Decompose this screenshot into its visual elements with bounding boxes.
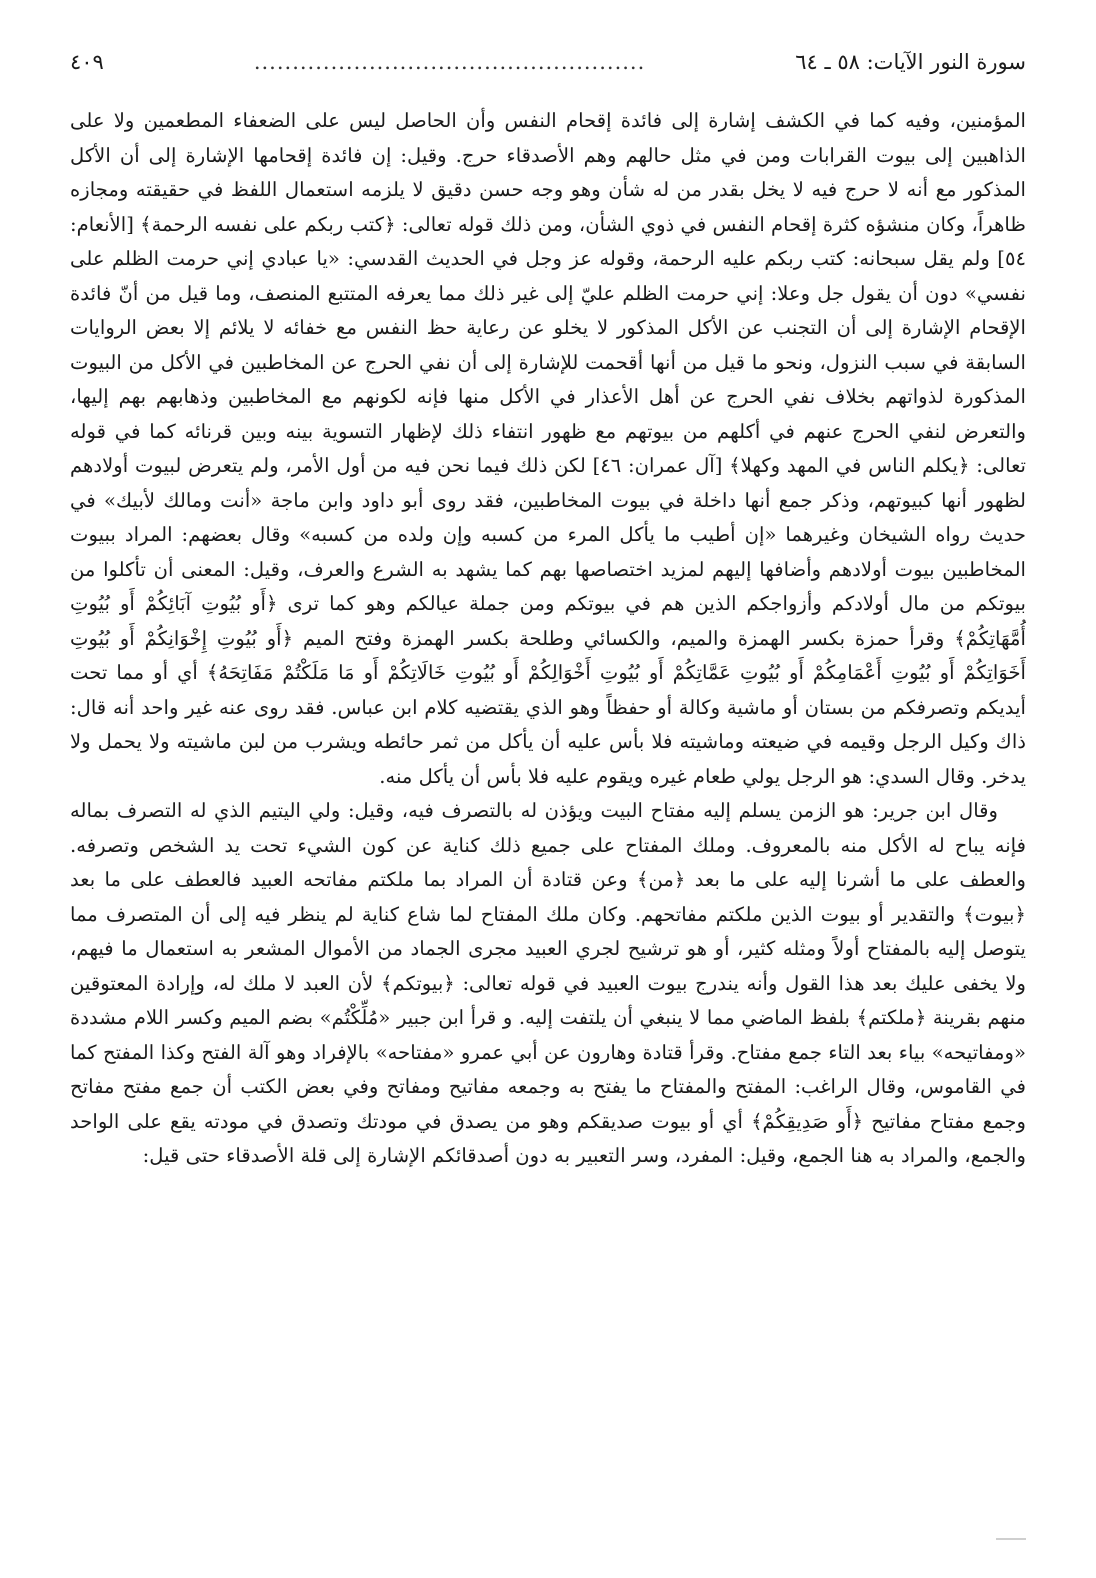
paragraph-1: المؤمنين، وفيه كما في الكشف إشارة إلى فائدة إقحام النفس وأن الحاصل ليس على الضعفاء المطعمين ولا على الذاهبين إلى بيوت القرابات ومن في مثل حالهم وهم الأصدقاء حرج. وقيل: إن فائدة إقحامها الإشارة إلى أن الأكل المذكور مع أنه لا حرج فيه لا يخل بقدر من له شأن وهو وجه حسن دقيق لا يلزمه استعمال اللفظ في حقيقته ومجازه ظاهراً، وكان منشؤه كثرة إقحام النفس في ذوي الشأن، ومن ذلك قوله تعالى: ﴿كتب ربكم على نفسه الرحمة﴾ [الأنعام: ٥٤] ولم يقل سبحانه: كتب ربكم عليه الرحمة، وقوله عز وجل في الحديث القدسي: «يا عبادي إني حرمت الظلم على نفسي» دون أن يقول جل وعلا: إني حرمت الظلم عليّ إلى غير ذلك مما يعرفه المتتبع المنصف، وما قيل من أنّ فائدة الإقحام الإشارة إلى أن التجنب عن الأكل المذكور لا يخلو عن رعاية حظ النفس مع خفائه لا يلائم إلا بعض الروايات السابقة في سبب النزول، ونحو ما قيل من أنها أقحمت للإشارة إلى أن نفي الحرج عن المخاطبين في الأكل من البيوت المذكورة لذواتهم بخلاف نفي الحرج عن أهل الأعذار في الأكل منها فإنه لكونهم مع المخاطبين وذهابهم بهم إليها، والتعرض لنفي الحرج عنهم في أكلهم من بيوتهم مع ظهور انتفاء ذلك لإظهار التسوية بينه وبين قرنائه كما في قوله تعالى: ﴿يكلم الناس في المهد وكهلا﴾ [آل عمران: ٤٦] لكن ذلك فيما نحن فيه من أول الأمر، ولم يتعرض لبيوت أولادهم لظهور أنها كبيوتهم، وذكر جمع أنها داخلة في بيوت المخاطبين، فقد روى أبو داود وابن ماجة «أنت ومالك لأبيك» في حديث رواه الشيخان وغيرهما «إن أطيب ما يأكل المرء من كسبه وإن ولده من كسبه» وقال بعضهم: المراد ببيوت المخاطبين بيوت أولادهم وأضافها إليهم لمزيد اختصاصها بهم كما يشهد به الشرع والعرف، وقيل: المعنى أن تأكلوا من بيوتكم من مال أولادكم وأزواجكم الذين هم في بيوتكم ومن جملة عيالكم وهو كما ترى ﴿أَو بُيُوتِ آبَائِكُمْ أَو بُيُوتِ أُمَّهَاتِكُمْ﴾ وقرأ حمزة بكسر الهمزة والميم، والكسائي وطلحة بكسر الهمزة وفتح الميم ﴿أَو بُيُوتِ إِخْوَانِكُمْ أَو بُيُوتِ أَخَوَاتِكُمْ أَو بُيُوتِ أَعْمَامِكُمْ أَو بُيُوتِ عَمَّاتِكُمْ أَو بُيُوتِ أَخْوَالِكُمْ أَو بُيُوتِ خَالَاتِكُمْ أَو مَا مَلَكْتُمْ مَفَاتِحَهُ﴾ أي أو مما تحت أيديكم وتصرفكم من بستان أو ماشية وكالة أو حفظاً وهو الذي يقتضيه كلام ابن عباس. فقد روى عنه غير واحد أنه قال: ذاك وكيل الرجل وقيمه في ضيعته وماشيته فلا بأس عليه أن يأكل من ثمر حائطه ويشرب من لبن ماشيته ولا يحمل ولا يدخر. وقال السدي: هو الرجل يولي طعام غيره ويقوم عليه فلا بأس أن يأكل منه. [70, 109, 1026, 788]
commentary-text [70, 104, 1026, 1174]
paragraph-2: وقال ابن جرير: هو الزمن يسلم إليه مفتاح البيت ويؤذن له بالتصرف فيه، وقيل: ولي اليتيم الذي له التصرف بماله فإنه يباح له الأكل منه بالمعروف. وملك المفتاح على جميع ذلك كناية عن كون الشيء تحت يد الشخص وتصرفه. والعطف على ما أشرنا إليه على ما بعد ﴿من﴾ وعن قتادة أن المراد بما ملكتم مفاتحه العبيد فالعطف على ما بعد ﴿بيوت﴾ والتقدير أو بيوت الذين ملكتم مفاتحهم. وكان ملك المفتاح لما شاع كناية لم ينظر فيه إلى أن المتصرف مما يتوصل إليه بالمفتاح أولاً ومثله كثير، أو هو ترشيح لجري العبيد مجرى الجماد من الأموال المشعر به استعمال ما فيهم، ولا يخفى عليك بعد هذا القول وأنه يندرج بيوت العبيد في قوله تعالى: ﴿بيوتكم﴾ لأن العبد لا ملك له، وإرادة المعتوقين منهم بقرينة ﴿ملكتم﴾ بلفظ الماضي مما لا ينبغي أن يلتفت إليه. و قرأ ابن جبير «مُلِّكْتُم» بضم الميم وكسر اللام مشددة «ومفاتيحه» بياء بعد التاء جمع مفتاح. وقرأ قتادة وهارون عن أبي عمرو «مفتاحه» بالإفراد وهو آلة الفتح وكذا المفتح كما في القاموس، وقال الراغب: المفتح والمفتاح ما يفتح به وجمعه مفاتيح ومفاتح وفي بعض الكتب أن جمع مفتح مفاتح وجمع مفتاح مفاتيح ﴿أَو صَدِيقِكُمْ﴾ أي أو بيوت صديقكم وهو من يصدق في مودتك وتصدق في مودته يقع على الواحد والجمع، والمراد به هنا الجمع، وقيل: المفرد، وسر التعبير به دون أصدقائكم الإشارة إلى قلة الأصدقاء حتى قيل: [70, 799, 1026, 1167]
page-edge-mark [996, 1538, 1026, 1540]
dot-leader: ................................................... [253, 50, 646, 74]
running-header [70, 42, 1026, 82]
book-page [70, 42, 1026, 1542]
surah-title: سورة النور الآيات: ٥٨ ـ ٦٤ [795, 50, 1026, 74]
page-number: ٤٠٩ [70, 50, 104, 74]
